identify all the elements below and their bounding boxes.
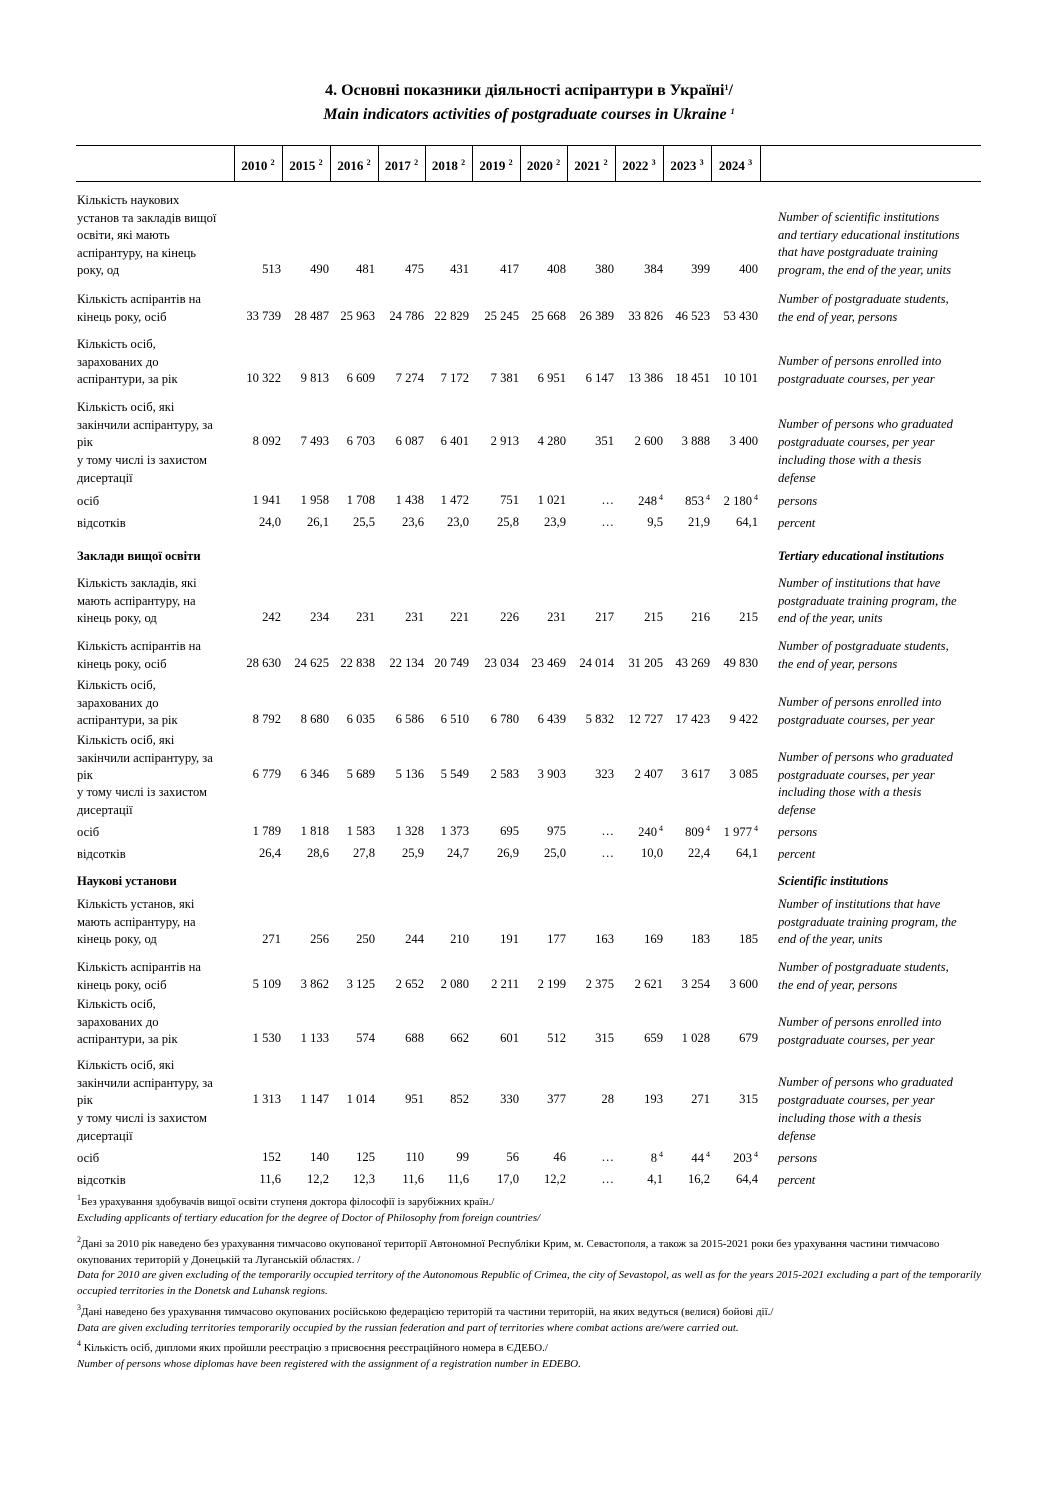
table-cell: 3 862: [300, 977, 329, 991]
table-cell: 22 829: [434, 309, 469, 323]
table-cell: 23,6: [401, 515, 424, 529]
table-cell: …: [601, 515, 614, 529]
row-label-en: Number of postgraduate students, the end of year, persons: [778, 960, 949, 992]
row-label-en: Number of persons who graduated postgraduate courses, per year: [778, 750, 953, 782]
row-label-ua: Кількість осіб, зарахованих до аспірантури, за рік: [77, 997, 178, 1046]
table-cell: 3 888: [681, 434, 710, 448]
table-cell: 248 $^4$: [638, 493, 663, 508]
table-cell: 31 205: [628, 656, 663, 670]
table-cell: 417: [500, 262, 519, 276]
row-label-ua: Кількість аспірантів на кінець року, осіб: [77, 292, 202, 324]
table-cell: …: [601, 1172, 614, 1186]
table-cell: …: [601, 493, 614, 507]
table-cell: 1 014: [346, 1092, 375, 1106]
table-cell: 1 583: [346, 824, 375, 838]
row-label-en: Number of institutions that have postgraduate training program, the end of the year, units: [778, 897, 957, 946]
table-cell: 481: [356, 262, 375, 276]
table-cell: 24 786: [389, 309, 424, 323]
table-cell: 231: [547, 610, 566, 624]
table-cell: 380: [595, 262, 614, 276]
table-cell: 574: [356, 1031, 375, 1045]
table-cell: 1 472: [440, 493, 469, 507]
table-cell: 56: [506, 1150, 519, 1164]
table-cell: 12,3: [352, 1172, 375, 1186]
table-cell: 951: [405, 1092, 424, 1106]
table-cell: 12,2: [543, 1172, 566, 1186]
table-cell: …: [601, 1150, 614, 1164]
table-cell: 2 913: [490, 434, 519, 448]
table-cell: 64,4: [735, 1172, 758, 1186]
table-cell: 9,5: [647, 515, 663, 529]
table-cell: 49 830: [723, 656, 758, 670]
table-cell: 3 903: [537, 767, 566, 781]
table-cell: 240 $^4$: [638, 824, 663, 839]
table-cell: 1 438: [395, 493, 424, 507]
table-cell: 3 600: [729, 977, 758, 991]
footnote: $^2$Дані за 2010 рік наведено без урахування тимчасово окупованої території Автономної Республіки Крим, м. Севастополя, а також за 2015-2021 роки без урахування частини тимчасово окупованих територій у Донецькій та Луганській областях. / Data for 2010 are given excluding of the temporarily occupied territory of the Autonomous Republic of Crimea, the city of Sevastopol, as well as for the years 2015-2021 excluding a part of the temporarily occupied territories in the Donetsk and Luhansk regions.: [77, 1235, 981, 1297]
table-cell: 25,9: [401, 846, 424, 860]
table-cell: 1 818: [300, 824, 329, 838]
row-label-en: including those with a thesis defense: [778, 785, 922, 817]
table-cell: 1 977 $^4$: [723, 824, 758, 839]
table-cell: 3 617: [681, 767, 710, 781]
row-label-ua: Кількість аспірантів на кінець року, осіб: [77, 639, 202, 671]
table-cell: 6 401: [440, 434, 469, 448]
table-cell: 408: [547, 262, 566, 276]
table-cell: 695: [500, 824, 519, 838]
table-cell: 8 792: [252, 712, 281, 726]
table-cell: 688: [405, 1031, 424, 1045]
table-cell: 221: [450, 610, 469, 624]
table-cell: 513: [262, 262, 281, 276]
year-header: 2022 $^3$: [622, 158, 656, 173]
table-cell: 2 199: [537, 977, 566, 991]
row-label-ua: Кількість осіб, які закінчили аспірантуру, за рік: [77, 400, 213, 449]
table-cell: 25 245: [484, 309, 519, 323]
table-cell: 28: [601, 1092, 614, 1106]
table-cell: 490: [310, 262, 329, 276]
table-cell: 6 586: [395, 712, 424, 726]
table-cell: 242: [262, 610, 281, 624]
row-label-ua: у тому числі із захистом дисертації: [77, 1111, 208, 1143]
row-label-ua: осіб: [77, 1151, 100, 1165]
table-cell: 315: [739, 1092, 758, 1106]
table-cell: 5 109: [252, 977, 281, 991]
table-cell: 7 274: [395, 371, 424, 385]
table-cell: 6 035: [346, 712, 375, 726]
table-cell: 23,9: [543, 515, 566, 529]
table-cell: 975: [547, 824, 566, 838]
column-divider: [760, 146, 761, 181]
table-cell: 271: [262, 932, 281, 946]
table-cell: 26,9: [496, 846, 519, 860]
table-cell: 26 389: [579, 309, 614, 323]
table-cell: 1 021: [537, 493, 566, 507]
table-cell: 25,5: [352, 515, 375, 529]
row-label-en: percent: [778, 847, 816, 861]
table-cell: 852: [450, 1092, 469, 1106]
table-cell: 125: [356, 1150, 375, 1164]
section-title-en: Scientific institutions: [778, 874, 889, 888]
table-cell: 6 346: [300, 767, 329, 781]
row-label-ua: Кількість наукових установ та закладів вищої освіти, які мають аспірантуру, на кінець року, од: [77, 193, 217, 277]
table-cell: 22 838: [340, 656, 375, 670]
table-cell: 2 211: [491, 977, 519, 991]
row-label-en: persons: [778, 825, 818, 839]
table-cell: 183: [691, 932, 710, 946]
table-cell: 12,2: [306, 1172, 329, 1186]
table-cell: 6 779: [252, 767, 281, 781]
row-label-en: persons: [778, 494, 818, 508]
table-cell: 256: [310, 932, 329, 946]
section-title-ua: Наукові установи: [77, 874, 177, 888]
table-cell: 8 092: [252, 434, 281, 448]
table-cell: …: [601, 824, 614, 838]
table-cell: 28 487: [294, 309, 329, 323]
table-cell: 7 381: [490, 371, 519, 385]
table-cell: 33 826: [628, 309, 663, 323]
table-cell: 8 $^4$: [650, 1150, 663, 1165]
table-cell: 431: [450, 262, 469, 276]
row-label-en: Number of persons enrolled into postgraduate courses, per year: [778, 1015, 942, 1047]
table-cell: 1 789: [252, 824, 281, 838]
table-cell: 809 $^4$: [685, 824, 710, 839]
row-label-en: persons: [778, 1151, 818, 1165]
table-cell: 2 080: [440, 977, 469, 991]
table-cell: 6 703: [346, 434, 375, 448]
table-cell: 662: [450, 1031, 469, 1045]
table-cell: 110: [405, 1150, 424, 1164]
table-cell: 1 941: [252, 493, 281, 507]
table-cell: 6 087: [395, 434, 424, 448]
table-cell: 323: [595, 767, 614, 781]
table-cell: 315: [595, 1031, 614, 1045]
table-cell: 23 469: [531, 656, 566, 670]
table-cell: 12 727: [628, 712, 663, 726]
table-cell: …: [601, 846, 614, 860]
table-cell: 9 422: [729, 712, 758, 726]
table-cell: 33 739: [246, 309, 281, 323]
table-cell: 27,8: [352, 846, 375, 860]
year-header: 2015 $^2$: [289, 158, 323, 173]
table-cell: 185: [739, 932, 758, 946]
row-label-ua: Кількість закладів, які мають аспірантуру, на кінець року, од: [77, 576, 197, 625]
table-top-rule: [76, 145, 981, 146]
row-label-ua: Кількість осіб, зарахованих до аспірантури, за рік: [77, 678, 178, 727]
row-label-ua: у тому числі із захистом дисертації: [77, 785, 208, 817]
table-cell: 8 680: [300, 712, 329, 726]
table-cell: 751: [500, 493, 519, 507]
table-cell: 9 813: [300, 371, 329, 385]
table-cell: 22 134: [389, 656, 424, 670]
table-cell: 377: [547, 1092, 566, 1106]
table-cell: 1 958: [300, 493, 329, 507]
footnote: $^3$Дані наведено без урахування тимчасово окупованих російською федерацією територій та частини територій, на яких ведуться (велися) бойові дії./ Data are given excluding territories temporarily occupied by the russian federation and part of territories where combat actions are/were carried out.: [77, 1303, 774, 1334]
footnote: $^1$Без урахування здобувачів вищої освіти ступеня доктора філософії із зарубіжних країн./ Excluding applicants of tertiary education for the degree of Doctor of Philosophy from foreign countries/: [77, 1193, 541, 1224]
table-cell: 18 451: [675, 371, 710, 385]
table-cell: 99: [456, 1150, 469, 1164]
table-cell: 6 510: [440, 712, 469, 726]
row-label-en: Number of scientific institutions and tertiary educational institutions that have postgraduate training program, the end of the year, units: [778, 210, 960, 277]
table-cell: 16,2: [687, 1172, 710, 1186]
year-header: 2017 $^2$: [384, 158, 419, 173]
row-label-en: including those with a thesis defense: [778, 1111, 922, 1143]
table-cell: 217: [595, 610, 614, 624]
table-cell: 1 147: [300, 1092, 329, 1106]
table-cell: 1 373: [440, 824, 469, 838]
table-cell: 2 180 $^4$: [723, 493, 758, 508]
table-cell: 351: [595, 434, 614, 448]
row-label-en: percent: [778, 516, 816, 530]
year-header: 2021 $^2$: [574, 158, 608, 173]
table-cell: 2 407: [634, 767, 663, 781]
table-cell: 234: [310, 610, 329, 624]
table-cell: 13 386: [628, 371, 663, 385]
table-cell: 25,8: [496, 515, 519, 529]
year-header: 2019 $^2$: [479, 158, 513, 173]
table-cell: 475: [405, 262, 424, 276]
table-cell: 659: [644, 1031, 663, 1045]
page-subtitle: Main indicators activities of postgraduate courses in Ukraine $^1$: [323, 106, 735, 123]
table-cell: 28,6: [306, 846, 329, 860]
table-cell: 2 583: [490, 767, 519, 781]
section-title-ua: Заклади вищої освіти: [77, 549, 201, 563]
table-cell: 3 254: [681, 977, 710, 991]
table-cell: 1 328: [395, 824, 424, 838]
row-label-ua: осіб: [77, 494, 100, 508]
table-cell: 193: [644, 1092, 663, 1106]
table-cell: 3 085: [729, 767, 758, 781]
table-cell: 43 269: [675, 656, 710, 670]
row-label-ua: Кількість аспірантів на кінець року, осіб: [77, 960, 202, 992]
row-label-ua: осіб: [77, 825, 100, 839]
table-cell: 25 963: [340, 309, 375, 323]
table-cell: 216: [691, 610, 710, 624]
table-cell: 400: [739, 262, 758, 276]
table-cell: 25 668: [531, 309, 566, 323]
table-cell: 11,6: [402, 1172, 424, 1186]
table-cell: 22,4: [687, 846, 710, 860]
table-cell: 11,6: [259, 1172, 281, 1186]
table-cell: 140: [310, 1150, 329, 1164]
year-header: 2018 $^2$: [431, 158, 466, 173]
table-cell: 399: [691, 262, 710, 276]
year-header: 2016 $^2$: [337, 158, 371, 173]
table-cell: 26,4: [258, 846, 281, 860]
table-cell: 169: [644, 932, 663, 946]
table-cell: 6 147: [585, 371, 614, 385]
table-cell: 226: [500, 610, 519, 624]
table-cell: 10,0: [640, 846, 663, 860]
row-label-ua: Кількість осіб, які закінчили аспірантуру, за рік: [77, 733, 213, 782]
table-header-rule: [76, 181, 981, 182]
row-label-ua: Кількість осіб, які закінчили аспірантуру, за рік: [77, 1058, 213, 1107]
table-cell: 215: [739, 610, 758, 624]
table-cell: 2 600: [634, 434, 663, 448]
table-cell: 1 313: [252, 1092, 281, 1106]
table-cell: 330: [500, 1092, 519, 1106]
year-header: 2020 $^2$: [526, 158, 561, 173]
table-cell: 23 034: [484, 656, 519, 670]
table-cell: 5 136: [395, 767, 424, 781]
table-cell: 215: [644, 610, 663, 624]
row-label-en: Number of persons who graduated postgraduate courses, per year: [778, 1075, 953, 1107]
table-cell: 2 652: [395, 977, 424, 991]
row-label-ua: Кількість установ, які мають аспірантуру, на кінець року, од: [77, 897, 196, 946]
table-cell: 250: [356, 932, 375, 946]
table-cell: 28 630: [246, 656, 281, 670]
table-cell: 24,7: [446, 846, 469, 860]
table-cell: 11,6: [447, 1172, 469, 1186]
table-cell: 679: [739, 1031, 758, 1045]
table-cell: 20 749: [434, 656, 469, 670]
row-label-en: Number of postgraduate students, the end of year, persons: [778, 292, 949, 324]
table-cell: 4,1: [647, 1172, 663, 1186]
table-cell: 6 609: [346, 371, 375, 385]
table-cell: 271: [691, 1092, 710, 1106]
table-cell: 3 125: [346, 977, 375, 991]
table-cell: 4 280: [537, 434, 566, 448]
table-cell: 512: [547, 1031, 566, 1045]
table-cell: 44 $^4$: [691, 1150, 710, 1165]
year-header: 2010 $^2$: [241, 158, 275, 173]
footnote: $^4$ Кількість осіб, дипломи яких пройшли реєстрацію з присвоєння реєстраційного номера в ЄДЕБО./ Number of persons whose diplomas have been registered with the assignment of a registration number in EDEBO.: [77, 1339, 581, 1370]
table-cell: 3 400: [729, 434, 758, 448]
table-cell: 244: [405, 932, 424, 946]
row-label-en: Number of postgraduate students, the end of year, persons: [778, 639, 949, 671]
table-cell: 6 951: [537, 371, 566, 385]
table-cell: 46 523: [675, 309, 710, 323]
table-cell: 2 621: [634, 977, 663, 991]
table-cell: 10 101: [723, 371, 758, 385]
table-cell: 1 708: [346, 493, 375, 507]
table-cell: 23,0: [446, 515, 469, 529]
row-label-ua: відсотків: [77, 516, 126, 530]
table-cell: 10 322: [246, 371, 281, 385]
table-cell: 64,1: [735, 846, 758, 860]
row-label-en: including those with a thesis defense: [778, 453, 922, 485]
row-label-en: Number of institutions that have postgraduate training program, the end of the year, units: [778, 576, 957, 625]
table-cell: 1 133: [300, 1031, 329, 1045]
table-cell: 6 780: [490, 712, 519, 726]
table-cell: 601: [500, 1031, 519, 1045]
row-label-ua: Кількість осіб, зарахованих до аспірантури, за рік: [77, 337, 178, 386]
table-cell: 53 430: [723, 309, 758, 323]
table-cell: 25,0: [543, 846, 566, 860]
page-title: 4. Основні показники діяльності аспірантури в Україні$^1$/: [325, 82, 733, 99]
row-label-ua: відсотків: [77, 1173, 126, 1187]
table-cell: 191: [500, 932, 519, 946]
table-cell: 26,1: [306, 515, 329, 529]
row-label-en: Number of persons enrolled into postgraduate courses, per year: [778, 695, 942, 727]
table-cell: 853 $^4$: [685, 493, 710, 508]
table-cell: 46: [553, 1150, 566, 1164]
table-cell: 384: [644, 262, 663, 276]
table-cell: 1 028: [681, 1031, 710, 1045]
table-cell: 152: [262, 1150, 281, 1164]
table-cell: 7 493: [300, 434, 329, 448]
table-cell: 5 549: [440, 767, 469, 781]
table-cell: 5 689: [346, 767, 375, 781]
table-cell: 24 014: [579, 656, 614, 670]
table-cell: 21,9: [687, 515, 710, 529]
table-cell: 231: [405, 610, 424, 624]
row-label-en: percent: [778, 1173, 816, 1187]
table-cell: 1 530: [252, 1031, 281, 1045]
year-header: 2024 $^3$: [718, 158, 753, 173]
table-cell: 203 $^4$: [733, 1150, 758, 1165]
table-cell: 163: [595, 932, 614, 946]
table-cell: 231: [356, 610, 375, 624]
row-label-ua: відсотків: [77, 847, 126, 861]
section-title-en: Tertiary educational institutions: [778, 549, 945, 563]
row-label-ua: у тому числі із захистом дисертації: [77, 453, 208, 485]
table-cell: 6 439: [537, 712, 566, 726]
table-cell: 7 172: [440, 371, 469, 385]
row-label-en: Number of persons enrolled into postgraduate courses, per year: [778, 354, 942, 386]
table-cell: 210: [450, 932, 469, 946]
table-cell: 17,0: [496, 1172, 519, 1186]
table-cell: 177: [547, 932, 566, 946]
table-cell: 17 423: [675, 712, 710, 726]
table-cell: 24,0: [258, 515, 281, 529]
table-cell: 5 832: [585, 712, 614, 726]
table-cell: 2 375: [585, 977, 614, 991]
table-cell: 64,1: [735, 515, 758, 529]
row-label-en: Number of persons who graduated postgraduate courses, per year: [778, 417, 953, 449]
table-cell: 24 625: [294, 656, 329, 670]
year-header: 2023 $^3$: [670, 158, 704, 173]
